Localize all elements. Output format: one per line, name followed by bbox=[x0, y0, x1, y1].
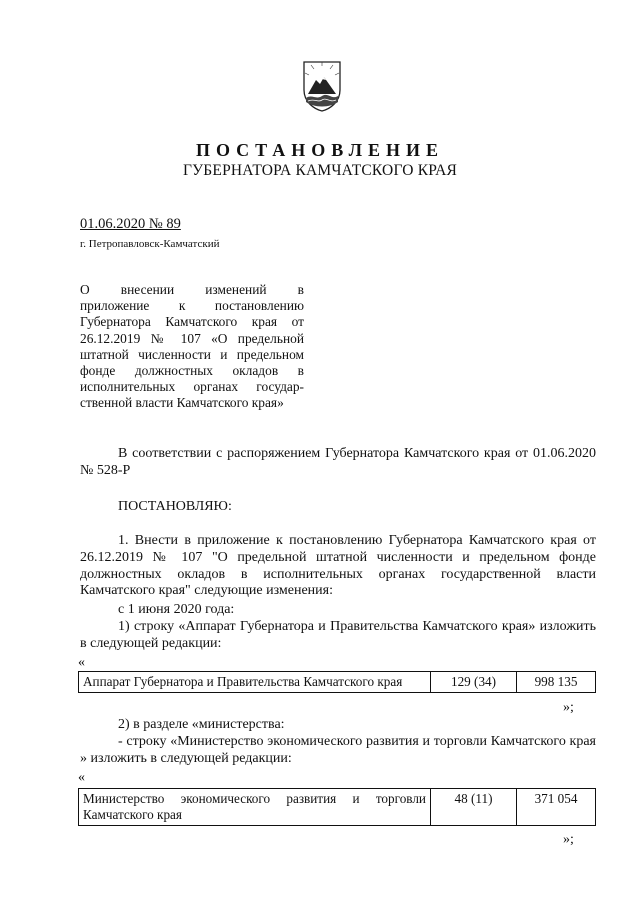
table-cell-count: 129 (34) bbox=[431, 672, 517, 693]
table-cell-fund: 998 135 bbox=[517, 672, 596, 693]
closing-quote: »; bbox=[563, 700, 574, 715]
document-title: ПОСТАНОВЛЕНИЕ bbox=[195, 140, 445, 160]
decree-word: ПОСТАНОВЛЯЮ: bbox=[118, 499, 232, 514]
table-cell-fund: 371 054 bbox=[517, 789, 596, 826]
staff-table-apparatus bbox=[78, 671, 596, 693]
coat-of-arms-emblem bbox=[302, 60, 342, 112]
subject-line: приложение к постановлению bbox=[80, 298, 304, 314]
subitem-1-paragraph: 1) строку «Аппарат Губернатора и Правительства Камчатского края» изложить в следующей редакции: bbox=[80, 619, 596, 651]
document-issuer: ГУБЕРНАТОРА КАМЧАТСКОГО КРАЯ bbox=[182, 162, 458, 179]
subject-line: ственной власти Камчатского края» bbox=[80, 395, 284, 411]
subject-line: Губернатора Камчатского края от bbox=[80, 314, 304, 330]
table-cell-count: 48 (11) bbox=[431, 789, 517, 826]
table-row bbox=[79, 789, 596, 826]
effective-date-line: с 1 июня 2020 года: bbox=[118, 602, 235, 617]
document-subject bbox=[80, 282, 304, 412]
basis-paragraph: В соответствии с распоряжением Губернатора Камчатского края от 01.06.2020 № 528-Р bbox=[80, 446, 596, 478]
opening-quote: « bbox=[78, 655, 85, 670]
subject-line: фонде должностных окладов в bbox=[80, 363, 304, 379]
subject-line: О внесении изменений в bbox=[80, 282, 304, 297]
subitem-2a-paragraph: - строку «Министерство экономического развития и торговли Камчатского края » изложить в следующей редакции: bbox=[80, 734, 596, 766]
table-row bbox=[79, 672, 596, 693]
closing-quote: »; bbox=[563, 832, 574, 847]
document-city: г. Петропавловск-Камчатский bbox=[80, 238, 220, 250]
document-number-date: 01.06.2020 № 89 bbox=[80, 216, 181, 232]
table-cell-name: Министерство экономического развития и торговли Камчатского края bbox=[79, 789, 431, 826]
subitem-2-paragraph: 2) в разделе «министерства: bbox=[118, 717, 285, 732]
table-cell-name: Аппарат Губернатора и Правительства Камчатского края bbox=[79, 672, 431, 693]
subject-line: 26.12.2019 № 107 «О предельной bbox=[80, 330, 304, 346]
opening-quote: « bbox=[78, 770, 85, 785]
item-1-paragraph: 1. Внести в приложение к постановлению Губернатора Камчатского края от 26.12.2019 № 107 "О предельной штатной численности и предельном фонде должностных окладов в исполнительных органах государственной власти Камчатского края" следующие изменения: bbox=[80, 533, 596, 599]
subject-line: штатной численности и предельном bbox=[80, 346, 304, 362]
staff-table-economy-ministry bbox=[78, 788, 596, 826]
subject-line: исполнительных органах государ- bbox=[80, 379, 304, 395]
